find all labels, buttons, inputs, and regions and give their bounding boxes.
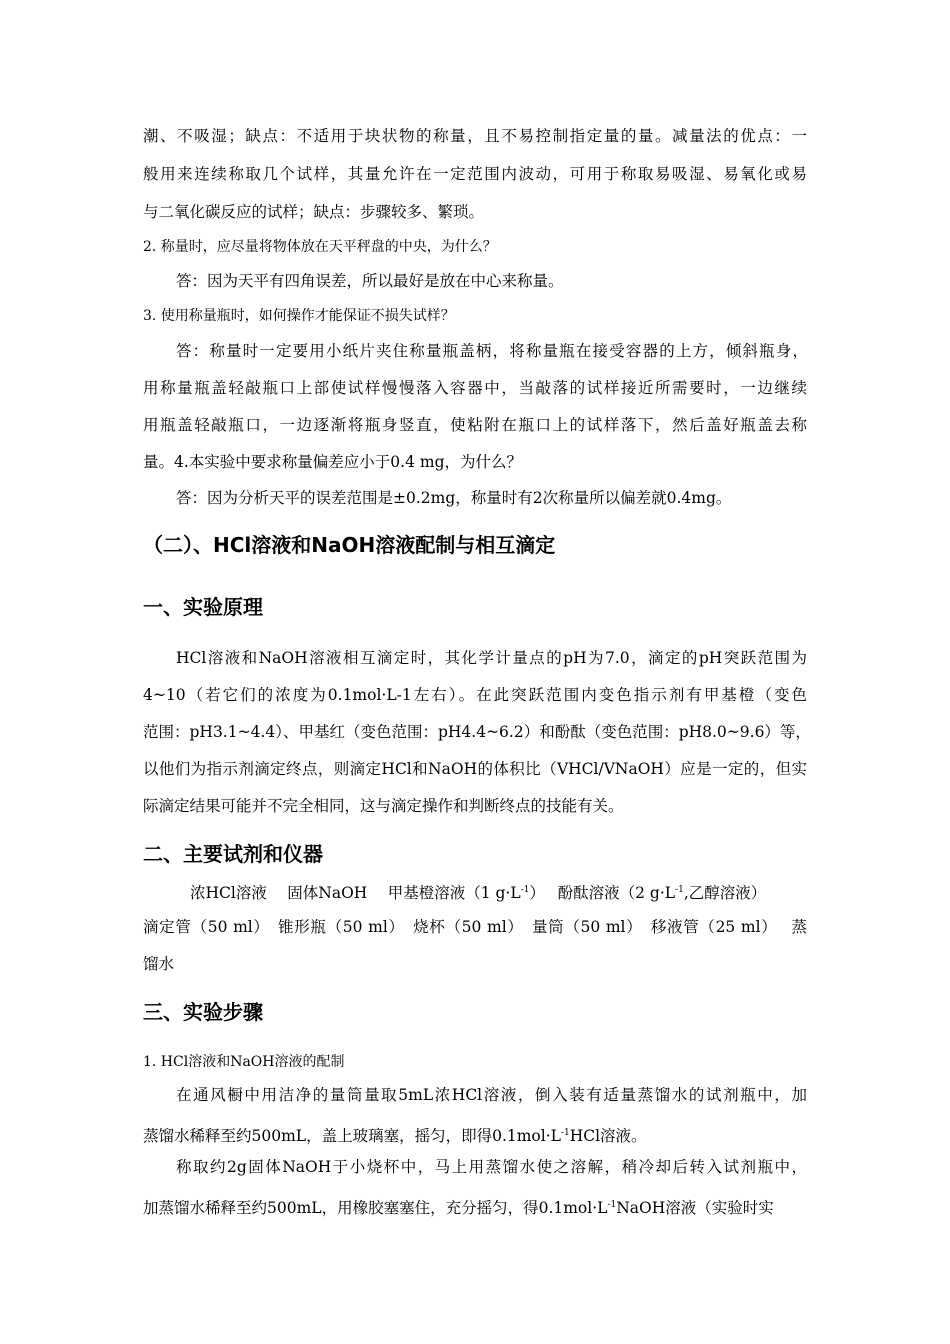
unit-superscript: -1 xyxy=(520,885,530,895)
instruments-line: 馏水 xyxy=(143,955,175,973)
reagent-text: ） 酚酞溶液（2 g·L xyxy=(529,884,676,902)
reagent-text: ,乙醇溶液） xyxy=(683,884,767,902)
step-1-title: 1. HCl溶液和NaOH溶液的配制 xyxy=(143,1054,345,1070)
principle-line: 4~10（若它们的浓度为0.1mol·L-1左右）。在此突跃范围内变色指示剂有甲基橙（变色 xyxy=(143,686,807,704)
step-line: 在通风橱中用洁净的量筒量取5mL浓HCl溶液，倒入装有适量蒸馏水的试剂瓶中，加 xyxy=(176,1086,807,1104)
principle-line: 范围：pH3.1~4.4）、甲基红（变色范围：pH4.4~6.2）和酚酞（变色范围：pH8.0~9.6）等， xyxy=(143,723,811,741)
reagent-text: 浓HCl溶液 固体NaOH 甲基橙溶液（1 g·L xyxy=(190,884,521,902)
section-2-title: 二、主要试剂和仪器 xyxy=(143,842,323,866)
step-text: NaOH溶液（实验时实 xyxy=(616,1199,774,1217)
principle-line: HCl溶液和NaOH溶液相互滴定时，其化学计量点的pH为7.0，滴定的pH突跃范围为 xyxy=(176,649,807,667)
step-line xyxy=(143,1123,647,1146)
main-heading: （二）、HCl溶液和NaOH溶液配制与相互滴定 xyxy=(143,533,556,557)
unit-superscript: -1 xyxy=(675,885,684,895)
reagents-line xyxy=(190,880,766,903)
answer-3-line: 用称量瓶盖轻敲瓶口上部使试样慢慢落入容器中，当敲落的试样接近所需要时，一边继续 xyxy=(143,379,807,397)
principle-line: 以他们为指示剂滴定终点，则滴定HCl和NaOH的体积比（VHCl/VNaOH）应是一定的，但实 xyxy=(143,760,807,778)
unit-superscript: -1 xyxy=(560,1128,570,1138)
unit-superscript: -1 xyxy=(607,1200,617,1210)
instruments-line: 滴定管（50 ml） 锥形瓶（50 ml） 烧杯（50 ml） 量筒（50 ml） 移液管（25 ml） 蒸 xyxy=(143,918,807,936)
question-3: 3. 使用称量瓶时，如何操作才能保证不损失试样？ xyxy=(143,308,455,324)
answer-2: 答：因为天平有四角误差，所以最好是放在中心来称量。 xyxy=(176,272,564,290)
step-line xyxy=(143,1195,774,1218)
section-3-title: 三、实验步骤 xyxy=(143,1000,263,1024)
answer-3-line: 答：称量时一定要用小纸片夹住称量瓶盖柄，将称量瓶在接受容器的上方，倾斜瓶身， xyxy=(176,342,808,360)
principle-line: 际滴定结果可能并不完全相同，这与滴定操作和判断终点的技能有关。 xyxy=(143,797,624,815)
paragraph-line: 般用来连续称取几个试样，其量允许在一定范围内波动，可用于称取易吸湿、易氧化或易 xyxy=(143,165,807,183)
paragraph-line: 与二氧化碳反应的试样；缺点：步骤较多、繁琐。 xyxy=(143,203,485,221)
step-line: 称取约2g固体NaOH于小烧杯中，马上用蒸馏水使之溶解，稍冷却后转入试剂瓶中， xyxy=(176,1158,807,1176)
step-text: 加蒸馏水稀释至约500mL，用橡胶塞塞住，充分摇匀，得0.1mol·L xyxy=(143,1199,608,1217)
step-text: 蒸馏水稀释至约500mL，盖上玻璃塞，摇匀，即得0.1mol·L xyxy=(143,1127,561,1145)
answer-3-line: 量。4.本实验中要求称量偏差应小于0.4 mg，为什么？ xyxy=(143,453,522,471)
answer-4: 答：因为分析天平的误差范围是±0.2mg，称量时有2次称量所以偏差就0.4mg。 xyxy=(176,489,732,507)
question-2: 2. 称量时，应尽量将物体放在天平秤盘的中央，为什么？ xyxy=(143,239,497,255)
answer-3-line: 用瓶盖轻敲瓶口，一边逐渐将瓶身竖直，使粘附在瓶口上的试样落下，然后盖好瓶盖去称 xyxy=(143,416,807,434)
paragraph-line: 潮、不吸湿；缺点：不适用于块状物的称量，且不易控制指定量的量。减量法的优点：一 xyxy=(143,127,807,145)
step-text: HCl溶液。 xyxy=(569,1127,647,1145)
section-1-title: 一、实验原理 xyxy=(143,595,263,619)
